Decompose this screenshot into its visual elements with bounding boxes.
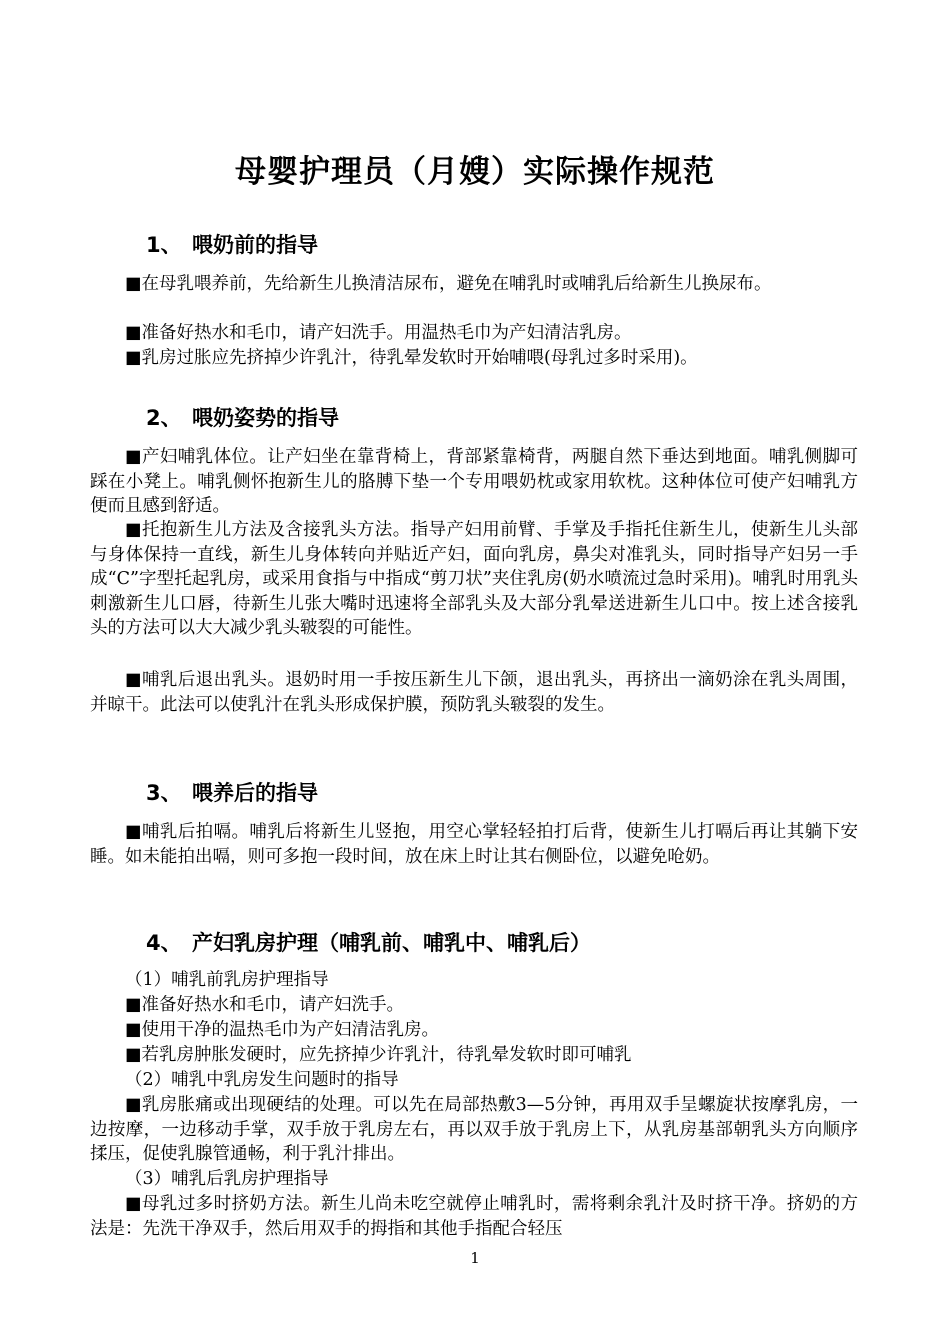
page-title: 母婴护理员（月嫂）实际操作规范 [235, 154, 715, 190]
section-number: 3、 [146, 781, 182, 805]
subheading: （1）哺乳前乳房护理指导 [125, 970, 329, 990]
section-heading-4 [146, 928, 591, 958]
paragraph: ■哺乳后退出乳头。退奶时用一手按压新生儿下颌，退出乳头，再挤出一滴奶涂在乳头周围，并晾干。此法可以使乳汁在乳头形成保护膜，预防乳头皲裂的发生。 [90, 670, 858, 715]
paragraph: ■母乳过多时挤奶方法。新生儿尚未吃空就停止哺乳时，需将剩余乳汁及时挤干净。挤奶的方法是：先洗干净双手，然后用双手的拇指和其他手指配合轻压 [90, 1194, 858, 1239]
paragraph: ■托抱新生儿方法及含接乳头方法。指导产妇用前臂、手掌及手指托住新生儿，使新生儿头部与身体保持一直线，新生儿身体转向并贴近产妇，面向乳房，鼻尖对准乳头，同时指导产妇另一手成“C”字型托起乳房，或采用食指与中指成“剪刀状”夹住乳房(奶水喷流过急时采用)。哺乳时用乳头刺激新生儿口唇，待新生儿张大嘴时迅速将全部乳头及大部分乳晕送进新生儿口中。按上述含接乳头的方法可以大大减少乳头皲裂的可能性。 [90, 520, 858, 638]
paragraph: ■使用干净的温热毛巾为产妇清洁乳房。 [125, 1020, 440, 1040]
section-heading-text: 产妇乳房护理（哺乳前、哺乳中、哺乳后） [192, 931, 591, 955]
paragraph: ■乳房过胀应先挤掉少许乳汁，待乳晕发软时开始哺喂(母乳过多时采用)。 [125, 348, 698, 368]
paragraph: ■产妇哺乳体位。让产妇坐在靠背椅上，背部紧靠椅背，两腿自然下垂达到地面。哺乳侧脚可踩在小凳上。哺乳侧怀抱新生儿的胳膊下垫一个专用喂奶枕或家用软枕。这种体位可使产妇哺乳方便而且感到舒适。 [90, 447, 858, 516]
section-heading-1 [146, 230, 318, 260]
section-heading-2 [146, 403, 339, 433]
paragraph: ■乳房胀痛或出现硬结的处理。可以先在局部热敷3—5分钟，再用双手呈螺旋状按摩乳房，一边按摩，一边移动手掌，双手放于乳房左右，再以双手放于乳房上下，从乳房基部朝乳头方向顺序揉压，促使乳腺管通畅，利于乳汁排出。 [90, 1095, 858, 1164]
paragraph: ■准备好热水和毛巾，请产妇洗手。 [125, 995, 405, 1015]
paragraph: ■在母乳喂养前，先给新生儿换清洁尿布，避免在哺乳时或哺乳后给新生儿换尿布。 [125, 274, 772, 294]
subheading: （3）哺乳后乳房护理指导 [125, 1169, 329, 1189]
section-number: 2、 [146, 406, 182, 430]
paragraph: ■若乳房肿胀发硬时，应先挤掉少许乳汁，待乳晕发软时即可哺乳 [125, 1045, 632, 1065]
section-heading-text: 喂奶姿势的指导 [192, 406, 339, 430]
section-number: 4、 [146, 931, 182, 955]
paragraph: ■准备好热水和毛巾，请产妇洗手。用温热毛巾为产妇清洁乳房。 [125, 323, 632, 343]
page-number: 1 [470, 1249, 480, 1267]
subheading: （2）哺乳中乳房发生问题时的指导 [125, 1070, 399, 1090]
section-heading-text: 喂养后的指导 [192, 781, 318, 805]
section-number: 1、 [146, 233, 182, 257]
paragraph: ■哺乳后拍嗝。哺乳后将新生儿竖抱，用空心掌轻轻拍打后背，使新生儿打嗝后再让其躺下安睡。如未能拍出嗝，则可多抱一段时间，放在床上时让其右侧卧位，以避免呛奶。 [90, 822, 858, 867]
section-heading-text: 喂奶前的指导 [192, 233, 318, 257]
section-heading-3 [146, 778, 318, 808]
